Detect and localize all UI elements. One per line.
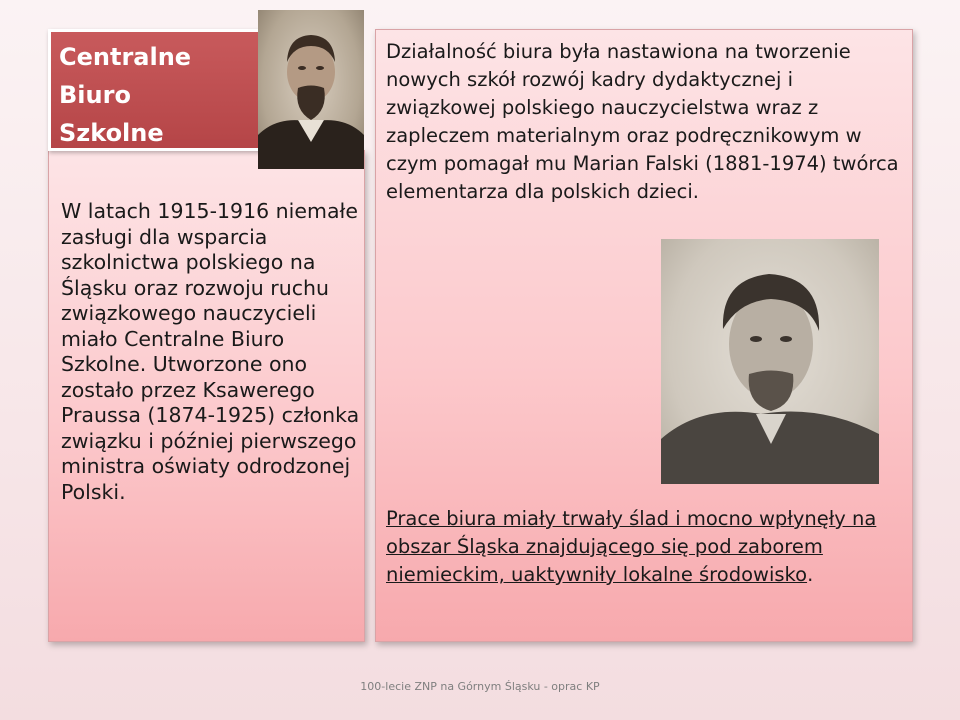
portrait-photo-prauss — [258, 10, 364, 169]
portrait-prauss-image — [258, 10, 364, 169]
portrait-falski-image — [661, 239, 879, 484]
left-text-panel — [48, 150, 365, 642]
title-line-1: Centralne — [59, 43, 192, 71]
left-text: W latach 1915-1916 niemałe zasługi dla wsparcia szkolnictwa polskiego na Śląsku oraz rozwoju ruchu związkowego nauczycieli miało Centralne Biuro Szkolne. Utworzone ono zostało przez Ksawerego Praussa (1874-1925) członka związku i później pierwszego ministra oświaty odrodzonej Polski. — [61, 199, 360, 504]
right-text-1: Działalność biura była nastawiona na tworzenie nowych szkół rozwój kadry dydaktycznej i związkowej polskiego nauczycielstwa wraz z zapleczem materialnym oraz podręcznikowym w czym pomagał mu Marian Falski (1881-1974) twórca elementarza dla polskich dzieci. — [386, 40, 899, 203]
title-box — [48, 29, 262, 151]
portrait-photo-falski — [661, 239, 879, 484]
title-line-2: Biuro — [59, 81, 131, 109]
slide-title — [59, 38, 259, 152]
right-text-2-end: . — [807, 563, 814, 586]
footer-text: 100-lecie ZNP na Górnym Śląsku - oprac KP — [360, 680, 600, 693]
right-text-2-body: Prace biura miały trwały ślad i mocno wpłynęły na obszar Śląska znajdującego się pod zaborem niemieckim, uaktywniły lokalne środowisko — [386, 507, 877, 586]
title-line-3: Szkolne — [59, 119, 164, 147]
right-text-2 — [386, 505, 906, 589]
